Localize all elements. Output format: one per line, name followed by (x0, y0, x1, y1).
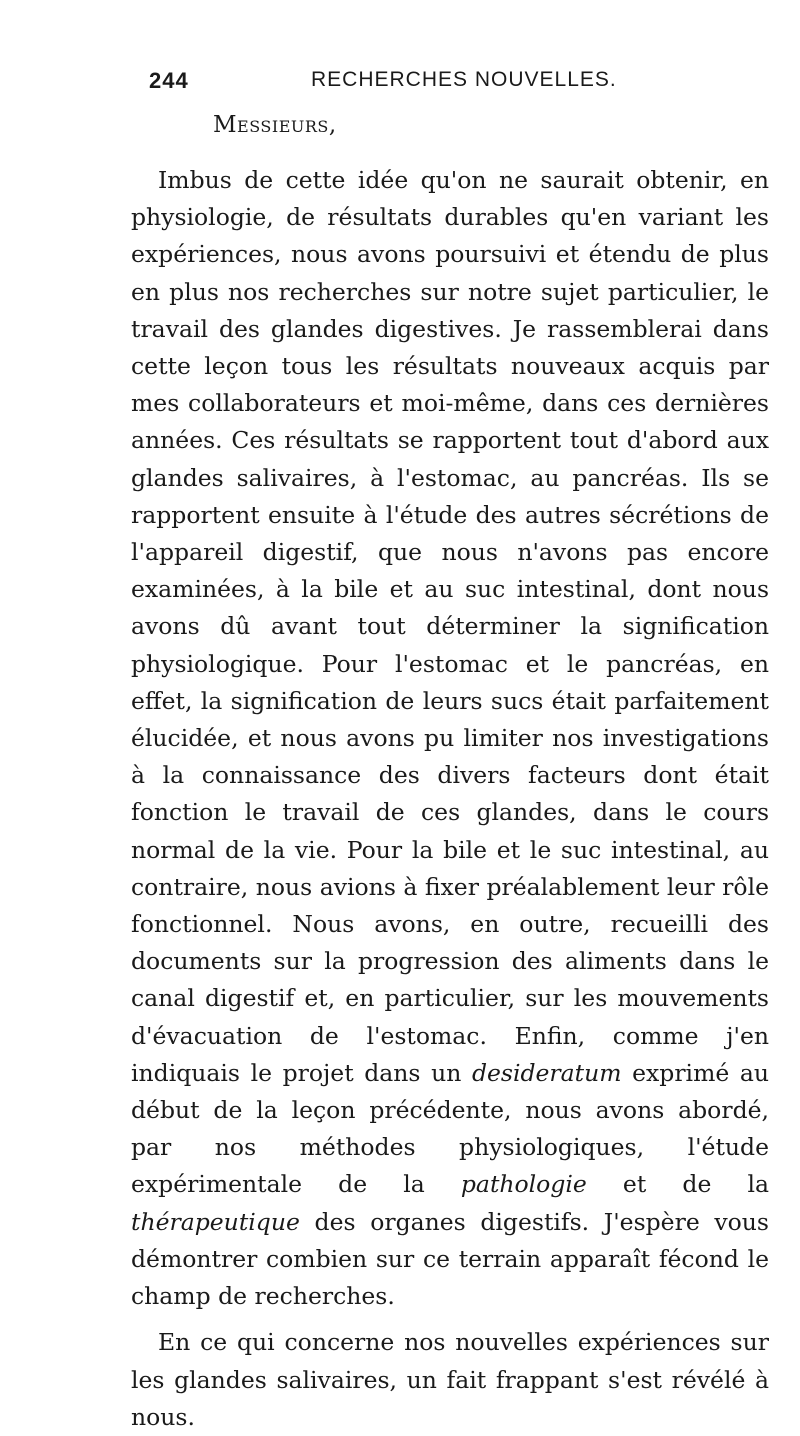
paragraph-1-text-4: des organes digestifs. J'espère vous démontrer combien sur ce terrain apparaît fécond le champ de recherches. (131, 1207, 769, 1311)
body-text (131, 162, 769, 1436)
running-title: RECHERCHES NOUVELLES. (311, 68, 617, 91)
italic-pathologie: pathologie (460, 1170, 587, 1199)
page-number: 244 (149, 68, 189, 93)
paragraph-1-text-3: et de la (586, 1170, 769, 1199)
running-head (149, 68, 769, 98)
paragraph-2-text-1: En ce qui concerne nos nouvelles expériences sur les glandes salivaires, un fait frappant s'est révélé à nous. (131, 1328, 769, 1431)
italic-desideratum: desideratum (471, 1058, 622, 1087)
salutation: Messieurs, (213, 112, 337, 138)
paragraph-2 (131, 1324, 769, 1436)
paragraph-1 (131, 162, 769, 1315)
paragraph-1-text-1: Imbus de cette idée qu'on ne saurait obtenir, en physiologie, de résultats durables qu'en variant les expériences, nous avons poursuivi et étendu de plus en plus nos recherches sur notre sujet particulier, le travail des glandes digestives. Je rassemblerai dans cette leçon tous les résultats nouveaux acquis par mes collaborateurs et moi-même, dans ces dernières années. Ces résultats se rapportent tout d'abord aux glandes salivaires, à l'estomac, au pancréas. Ils se rapportent ensuite à l'étude des autres sécrétions de l'appareil digestif, que nous n'avons pas encore examinées, à la bile et au suc intestinal, dont nous avons dû avant tout déterminer la signification physiologique. Pour l'estomac et le pancréas, en effet, la signification de leurs sucs était parfaitement élucidée, et nous avons pu limiter nos investigations à la connaissance des divers facteurs dont était fonction le travail de ces glandes, dans le cours normal de la vie. Pour la bile et le suc intestinal, au contraire, nous avions à fixer préalablement leur rôle fonctionnel. Nous avons, en outre, recueilli des documents sur la progression des aliments dans le canal digestif et, en particulier, sur les mouvements d'évacuation de l'estomac. Enfin, comme j'en indiquais le projet dans un (131, 166, 769, 1087)
italic-therapeutique: thérapeutique (131, 1207, 300, 1236)
paragraph-1-text-2: exprimé au début de la leçon précédente, nous avons abordé, par nos méthodes physiologiques, l'étude expérimentale de la (131, 1058, 770, 1199)
